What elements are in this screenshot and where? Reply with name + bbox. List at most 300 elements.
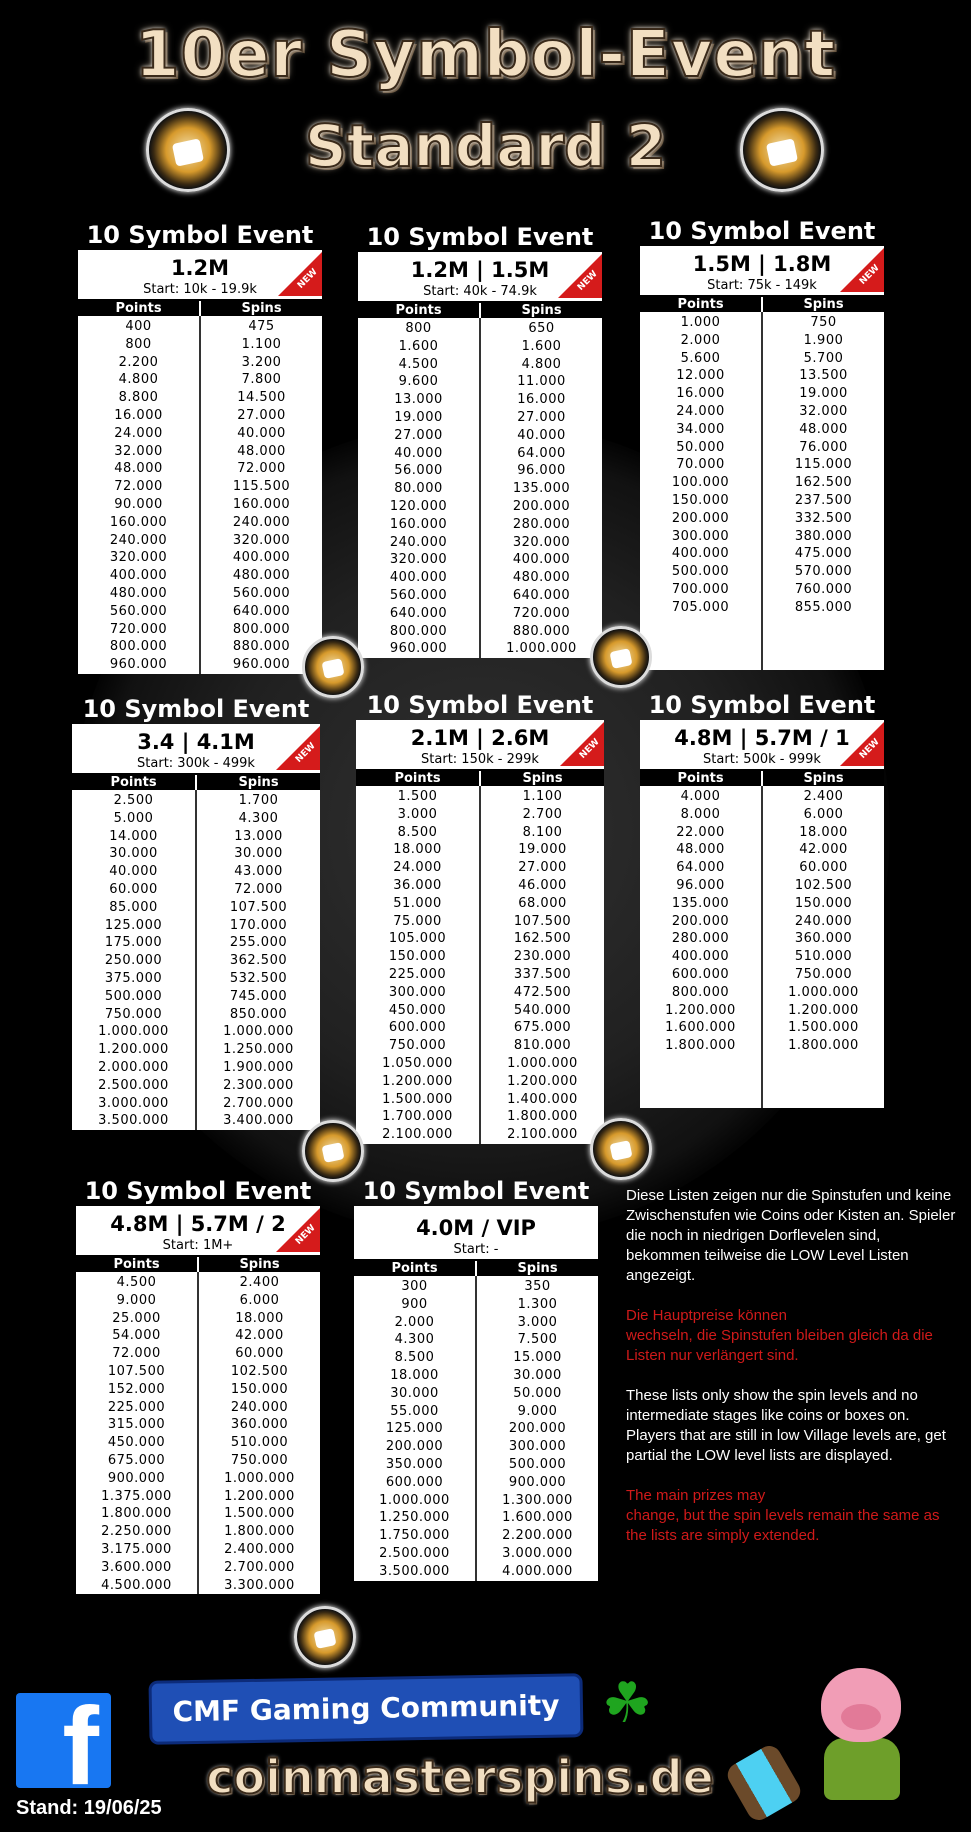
spins-cell: 720.000 (512, 605, 571, 621)
new-ribbon-label: NEW (858, 737, 883, 761)
points-cell: 1.250.000 (379, 1510, 450, 1526)
spins-cell: 1.600 (521, 338, 562, 354)
points-cell: 200.000 (671, 510, 730, 526)
spins-column (763, 786, 884, 1108)
spins-cell: 40.000 (517, 427, 566, 443)
spins-cell: 900.000 (508, 1474, 567, 1490)
points-header: Points (356, 771, 481, 786)
empty-cell (763, 1073, 884, 1091)
spins-cell: 510.000 (230, 1435, 289, 1451)
points-cell: 700.000 (671, 581, 730, 597)
points-cell: 800 (125, 336, 152, 352)
event-header-band (354, 1208, 598, 1259)
points-cell: 160.000 (109, 514, 168, 530)
spins-cell: 115.500 (232, 479, 291, 495)
spins-cell: 60.000 (235, 1346, 284, 1362)
spins-column (481, 786, 604, 1144)
empty-cell (763, 634, 884, 652)
spins-header: Spins (239, 1257, 280, 1272)
spins-header: Spins (517, 1261, 558, 1276)
table-body (354, 1276, 598, 1581)
spins-header: Spins (522, 771, 563, 786)
points-cell: 70.000 (676, 457, 725, 473)
points-cell: 150.000 (671, 492, 730, 508)
points-cell: 24.000 (676, 403, 725, 419)
points-cell: 2.500.000 (98, 1077, 169, 1093)
points-cell: 160.000 (389, 516, 448, 532)
note-en-red-2: change, but the spin levels remain the same as the lists are simply extended. (626, 1507, 940, 1544)
cmf-logo-icon (146, 108, 230, 192)
spins-cell: 60.000 (799, 860, 848, 876)
spins-cell: 1.000.000 (506, 641, 577, 657)
points-cell: 9.600 (398, 374, 439, 390)
points-cell: 480.000 (109, 585, 168, 601)
points-cell: 32.000 (114, 443, 163, 459)
spins-cell: 880.000 (512, 623, 571, 639)
points-cell: 2.000 (680, 332, 721, 348)
points-cell: 960.000 (109, 657, 168, 673)
points-cell: 200.000 (671, 913, 730, 929)
spins-cell: 2.400 (239, 1275, 280, 1290)
points-column (640, 312, 763, 670)
spins-cell: 6.000 (803, 806, 844, 822)
points-cell: 3.175.000 (101, 1541, 172, 1557)
cmf-logo-icon (294, 1606, 356, 1668)
spins-cell: 48.000 (237, 443, 286, 459)
empty-cell (640, 634, 761, 652)
prize-amount: 1.5M | 1.8M (692, 252, 832, 276)
spins-cell: 13.000 (234, 828, 283, 844)
points-cell: 90.000 (114, 496, 163, 512)
spins-cell: 255.000 (229, 935, 288, 951)
points-cell: 280.000 (671, 931, 730, 947)
spins-cell: 640.000 (512, 587, 571, 603)
points-cell: 152.000 (107, 1381, 166, 1397)
points-cell: 600.000 (388, 1020, 447, 1036)
points-header: Points (640, 771, 763, 786)
spins-cell: 200.000 (508, 1421, 567, 1437)
prize-amount: 4.8M | 5.7M / 1 (674, 726, 850, 750)
spins-cell: 1.000.000 (223, 1024, 294, 1040)
spins-cell: 1.100 (241, 336, 282, 352)
event-title: 10 Symbol Event (72, 692, 320, 726)
spins-cell: 2.400.000 (224, 1541, 295, 1557)
spins-header: Spins (521, 303, 562, 318)
stand-date: Stand: 19/06/25 (16, 1797, 162, 1819)
event-header-band (72, 726, 320, 773)
points-cell: 3.500.000 (98, 1113, 169, 1129)
spins-cell: 745.000 (229, 988, 288, 1004)
points-cell: 400.000 (671, 949, 730, 965)
spins-cell: 570.000 (794, 564, 853, 580)
table-body (78, 316, 322, 674)
event-title: 10 Symbol Event (640, 688, 884, 722)
points-header: Points (78, 301, 201, 316)
points-cell: 1.200.000 (98, 1042, 169, 1058)
spins-cell: 150.000 (794, 895, 853, 911)
points-cell: 675.000 (107, 1452, 166, 1468)
prize-amount: 4.8M | 5.7M / 2 (110, 1212, 286, 1236)
points-cell: 400.000 (671, 546, 730, 562)
points-cell: 48.000 (676, 842, 725, 858)
points-cell: 135.000 (671, 895, 730, 911)
points-cell: 3.500.000 (379, 1563, 450, 1579)
spins-cell: 1.250.000 (223, 1042, 294, 1058)
points-cell: 560.000 (109, 603, 168, 619)
points-cell: 2.250.000 (101, 1524, 172, 1540)
points-cell: 750.000 (104, 1006, 163, 1022)
facebook-letter: f (62, 1693, 99, 1788)
spins-cell: 240.000 (232, 514, 291, 530)
points-cell: 3.000.000 (98, 1095, 169, 1111)
points-cell: 8.500 (394, 1350, 435, 1366)
points-cell: 240.000 (389, 534, 448, 550)
points-cell: 64.000 (676, 860, 725, 876)
spins-cell: 27.000 (518, 860, 567, 876)
points-cell: 240.000 (109, 532, 168, 548)
points-cell: 800.000 (109, 639, 168, 655)
spins-cell: 9.000 (517, 1403, 558, 1419)
event-table-5 (356, 688, 604, 1144)
empty-cell (763, 617, 884, 635)
spins-cell: 362.500 (229, 953, 288, 969)
points-cell: 75.000 (393, 913, 442, 929)
spins-cell: 170.000 (229, 917, 288, 933)
clover-icon: ☘ (602, 1671, 653, 1736)
spins-cell: 1.800.000 (788, 1038, 859, 1054)
spins-cell: 1.200.000 (788, 1002, 859, 1018)
event-header-band (640, 722, 884, 769)
points-cell: 25.000 (112, 1310, 161, 1326)
note-de-red-1: Die Hauptpreise können (626, 1307, 787, 1324)
points-cell: 600.000 (671, 966, 730, 982)
points-cell: 320.000 (389, 552, 448, 568)
spins-cell: 475.000 (794, 546, 853, 562)
cmf-logo-icon (740, 108, 824, 192)
spins-cell: 855.000 (794, 599, 853, 615)
points-cell: 1.500.000 (382, 1091, 453, 1107)
spins-cell: 2.200.000 (502, 1528, 573, 1544)
website-link[interactable]: coinmasterspins.de (206, 1750, 714, 1804)
spins-cell: 240.000 (794, 913, 853, 929)
spins-cell: 500.000 (508, 1456, 567, 1472)
points-column (76, 1272, 199, 1594)
points-cell: 800.000 (389, 623, 448, 639)
points-cell: 4.800 (118, 372, 159, 388)
spins-cell: 400.000 (232, 550, 291, 566)
points-column (358, 318, 481, 658)
spins-cell: 30.000 (234, 846, 283, 862)
spins-cell: 40.000 (237, 425, 286, 441)
points-cell: 1.700.000 (382, 1109, 453, 1125)
spins-cell: 19.000 (518, 842, 567, 858)
points-header: Points (354, 1261, 477, 1276)
points-cell: 300.000 (388, 984, 447, 1000)
new-ribbon-label: NEW (294, 1223, 319, 1247)
points-cell: 40.000 (394, 445, 443, 461)
event-header-band (358, 254, 602, 301)
spins-cell: 480.000 (512, 570, 571, 586)
page-title: 10er Symbol-Event (134, 18, 837, 92)
empty-cell (763, 652, 884, 670)
spins-cell: 4.800 (521, 356, 562, 372)
points-cell: 1.200.000 (665, 1002, 736, 1018)
table-body (356, 786, 604, 1144)
spins-cell: 7.500 (517, 1332, 558, 1348)
points-header: Points (358, 303, 481, 318)
points-cell: 4.500 (398, 356, 439, 372)
spins-cell: 1.900 (803, 332, 844, 348)
spins-cell: 64.000 (517, 445, 566, 461)
event-header-band (640, 248, 884, 295)
table-header (76, 1255, 320, 1272)
spins-header: Spins (238, 775, 279, 790)
new-ribbon-label: NEW (576, 269, 601, 293)
start-range: Start: 1M+ (162, 1238, 234, 1253)
spins-cell: 30.000 (513, 1367, 562, 1383)
cmf-logo-icon (590, 1118, 652, 1180)
spins-cell: 1.800.000 (507, 1109, 578, 1125)
points-cell: 2.500 (113, 793, 154, 808)
points-cell: 400.000 (109, 568, 168, 584)
spins-cell: 19.000 (799, 386, 848, 402)
spins-cell: 2.700 (522, 806, 563, 822)
points-cell: 750.000 (388, 1038, 447, 1054)
spins-cell: 5.700 (803, 350, 844, 366)
points-cell: 8.800 (118, 390, 159, 406)
points-cell: 8.000 (680, 806, 721, 822)
prize-amount: 1.2M (170, 256, 230, 280)
spins-cell: 72.000 (237, 461, 286, 477)
points-header: Points (76, 1257, 199, 1272)
start-range: Start: - (453, 1242, 499, 1257)
spins-cell: 960.000 (232, 657, 291, 673)
points-header: Points (640, 297, 763, 312)
spins-cell: 360.000 (230, 1417, 289, 1433)
spins-cell: 27.000 (517, 409, 566, 425)
points-cell: 30.000 (390, 1385, 439, 1401)
spins-cell: 13.500 (799, 368, 848, 384)
points-cell: 24.000 (393, 860, 442, 876)
new-ribbon-label: NEW (296, 267, 321, 291)
spins-cell: 300.000 (508, 1439, 567, 1455)
spins-cell: 400.000 (512, 552, 571, 568)
points-cell: 72.000 (114, 479, 163, 495)
points-cell: 125.000 (385, 1421, 444, 1437)
event-table-4 (72, 692, 320, 1130)
new-ribbon-label: NEW (858, 263, 883, 287)
spins-cell: 750.000 (230, 1452, 289, 1468)
points-cell: 400.000 (389, 570, 448, 586)
start-range: Start: 10k - 19.9k (143, 282, 257, 297)
points-cell: 4.500 (116, 1275, 157, 1290)
points-cell: 960.000 (389, 641, 448, 657)
spins-cell: 1.500.000 (224, 1506, 295, 1522)
points-cell: 19.000 (394, 409, 443, 425)
points-cell: 350.000 (385, 1456, 444, 1472)
spins-cell: 540.000 (513, 1002, 572, 1018)
spins-cell: 115.000 (794, 457, 853, 473)
event-header-band (356, 722, 604, 769)
spins-cell: 337.500 (513, 966, 572, 982)
spins-cell: 14.500 (237, 390, 286, 406)
points-header: Points (72, 775, 197, 790)
spins-cell: 320.000 (512, 534, 571, 550)
empty-cell (640, 617, 761, 635)
spins-cell: 72.000 (234, 881, 283, 897)
spins-header: Spins (241, 301, 282, 316)
points-cell: 51.000 (393, 895, 442, 911)
note-en-red (626, 1486, 956, 1546)
table-header (640, 295, 884, 312)
spins-cell: 880.000 (232, 639, 291, 655)
spins-cell: 380.000 (794, 528, 853, 544)
event-title: 10 Symbol Event (358, 220, 602, 254)
points-cell: 2.000 (394, 1314, 435, 1330)
points-cell: 36.000 (393, 877, 442, 893)
points-cell: 375.000 (104, 970, 163, 986)
event-header-band (78, 252, 322, 299)
points-cell: 1.000 (680, 315, 721, 330)
spins-cell: 1.800.000 (224, 1524, 295, 1540)
spins-cell: 1.700 (238, 793, 279, 808)
spins-cell: 1.100 (522, 789, 563, 804)
points-cell: 125.000 (104, 917, 163, 933)
points-cell: 2.200 (118, 354, 159, 370)
spins-cell: 510.000 (794, 949, 853, 965)
points-cell: 16.000 (114, 407, 163, 423)
community-banner[interactable]: CMF Gaming Community (152, 1676, 581, 1741)
spins-column (763, 312, 884, 670)
table-body (358, 318, 602, 658)
table-header (78, 299, 322, 316)
points-cell: 900 (401, 1296, 428, 1312)
table-body (76, 1272, 320, 1594)
start-range: Start: 500k - 999k (703, 752, 821, 767)
event-title: 10 Symbol Event (76, 1174, 320, 1208)
points-column (72, 790, 197, 1130)
spins-cell: 237.500 (794, 492, 853, 508)
points-cell: 300 (401, 1279, 428, 1294)
spins-cell: 6.000 (239, 1292, 280, 1308)
table-header (72, 773, 320, 790)
points-cell: 1.375.000 (101, 1488, 172, 1504)
points-cell: 96.000 (676, 877, 725, 893)
points-cell: 640.000 (389, 605, 448, 621)
spins-cell: 1.200.000 (224, 1488, 295, 1504)
spins-column (201, 316, 322, 674)
spins-cell: 48.000 (799, 421, 848, 437)
spins-cell: 750.000 (794, 966, 853, 982)
spins-cell: 320.000 (232, 532, 291, 548)
empty-cell (640, 1055, 761, 1073)
spins-cell: 42.000 (235, 1328, 284, 1344)
points-cell: 56.000 (394, 463, 443, 479)
spins-cell: 360.000 (794, 931, 853, 947)
points-cell: 1.600.000 (665, 1020, 736, 1036)
points-cell: 34.000 (676, 421, 725, 437)
points-cell: 1.500 (397, 789, 438, 804)
note-de: Diese Listen zeigen nur die Spinstufen und keine Zwischenstufen wie Coins oder Kisten an. Spieler die noch in niedrigen Dorflevelen sind, bekommen teilweise die LOW Level Listen angezeigt. (626, 1187, 956, 1284)
spins-cell: 43.000 (234, 864, 283, 880)
spins-column (197, 790, 320, 1130)
points-cell: 100.000 (671, 475, 730, 491)
points-cell: 4.500.000 (101, 1577, 172, 1593)
spins-cell: 11.000 (517, 374, 566, 390)
spins-cell: 472.500 (513, 984, 572, 1000)
points-cell: 8.500 (397, 824, 438, 840)
points-cell: 1.050.000 (382, 1055, 453, 1071)
points-cell: 18.000 (393, 842, 442, 858)
points-cell: 3.000 (397, 806, 438, 822)
points-cell: 80.000 (394, 481, 443, 497)
spins-cell: 3.300.000 (224, 1577, 295, 1593)
spins-cell: 102.500 (230, 1363, 289, 1379)
note-de-red-2: wechseln, die Spinstufen bleiben gleich da die Listen nur verlängert sind. (626, 1327, 933, 1364)
spins-cell: 1.300.000 (502, 1492, 573, 1508)
note-en (626, 1386, 956, 1466)
spins-cell: 800.000 (232, 621, 291, 637)
spins-cell: 200.000 (512, 498, 571, 514)
spins-cell: 3.000.000 (502, 1545, 573, 1561)
points-cell: 600.000 (385, 1474, 444, 1490)
note-de-red (626, 1306, 956, 1366)
points-cell: 900.000 (107, 1470, 166, 1486)
spins-cell: 7.800 (241, 372, 282, 388)
new-ribbon-label: NEW (578, 737, 603, 761)
points-cell: 105.000 (388, 931, 447, 947)
prize-amount: 1.2M | 1.5M (410, 258, 550, 282)
points-cell: 22.000 (676, 824, 725, 840)
points-cell: 500.000 (104, 988, 163, 1004)
spins-cell: 1.200.000 (507, 1073, 578, 1089)
empty-cell (763, 1091, 884, 1109)
spins-cell: 68.000 (518, 895, 567, 911)
points-cell: 5.600 (680, 350, 721, 366)
points-cell: 120.000 (389, 498, 448, 514)
points-cell: 30.000 (109, 846, 158, 862)
event-title: 10 Symbol Event (78, 218, 322, 252)
spins-column (477, 1276, 598, 1581)
points-cell: 320.000 (109, 550, 168, 566)
spins-cell: 160.000 (232, 496, 291, 512)
cmf-logo-icon (590, 626, 652, 688)
empty-cell (763, 1055, 884, 1073)
start-range: Start: 40k - 74.9k (423, 284, 537, 299)
points-column (356, 786, 481, 1144)
points-column (78, 316, 201, 674)
note-en-2: Players that are still in low Village levels are, get partial the LOW level lists are displayed. (626, 1427, 946, 1464)
points-cell: 9.000 (116, 1292, 157, 1308)
spins-header: Spins (803, 297, 844, 312)
table-body (72, 790, 320, 1130)
event-title: 10 Symbol Event (354, 1174, 598, 1208)
cmf-logo-icon (302, 636, 364, 698)
note-en-1: These lists only show the spin levels and no intermediate stages like coins or boxes on. (626, 1387, 918, 1424)
spins-cell: 1.900.000 (223, 1059, 294, 1075)
points-cell: 3.600.000 (101, 1559, 172, 1575)
new-ribbon-label: NEW (294, 741, 319, 765)
points-cell: 72.000 (112, 1346, 161, 1362)
spins-cell: 280.000 (512, 516, 571, 532)
event-table-1 (78, 218, 322, 674)
points-cell: 2.500.000 (379, 1545, 450, 1561)
points-cell: 24.000 (114, 425, 163, 441)
spins-cell: 1.000.000 (224, 1470, 295, 1486)
spins-cell: 475 (248, 319, 275, 334)
spins-cell: 2.700.000 (224, 1559, 295, 1575)
facebook-icon[interactable] (16, 1693, 111, 1788)
